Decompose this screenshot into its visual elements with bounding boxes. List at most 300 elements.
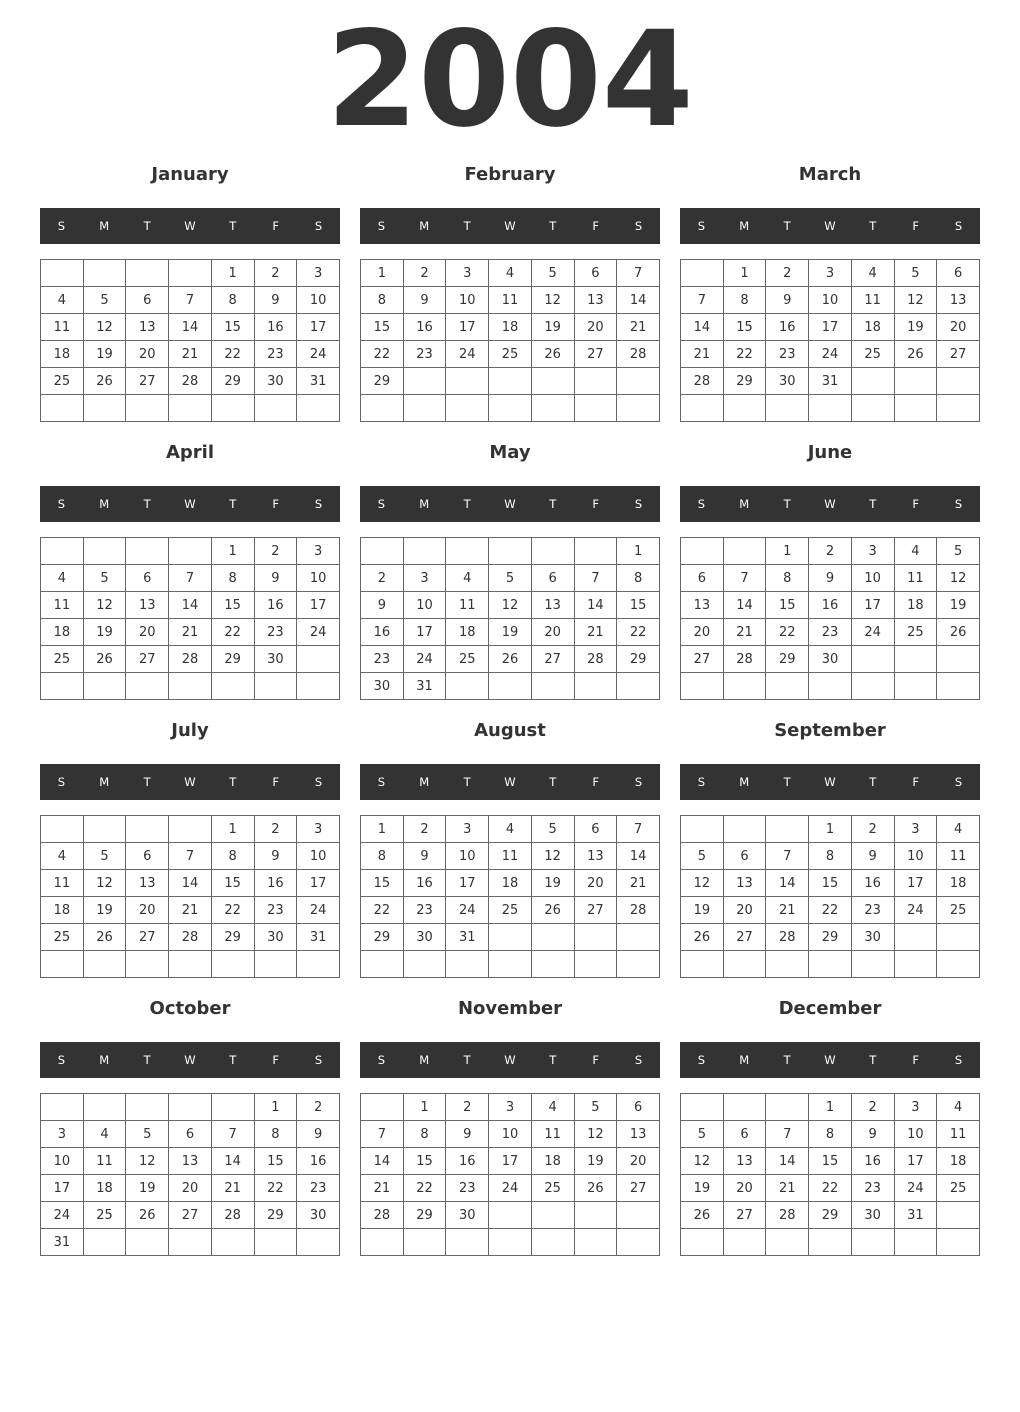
day-cell: 26 bbox=[531, 341, 574, 368]
day-cell: 30 bbox=[446, 1202, 489, 1229]
empty-day-cell bbox=[254, 395, 297, 422]
empty-day-cell bbox=[297, 395, 340, 422]
day-cell: 8 bbox=[403, 1121, 446, 1148]
day-cell: 21 bbox=[574, 619, 617, 646]
empty-day-cell bbox=[809, 951, 852, 978]
day-cell: 17 bbox=[809, 314, 852, 341]
week-row bbox=[41, 951, 340, 978]
day-cell: 11 bbox=[41, 314, 84, 341]
day-cell: 2 bbox=[766, 260, 809, 287]
empty-day-cell bbox=[894, 1229, 937, 1256]
weekday-label: W bbox=[824, 1053, 836, 1067]
empty-day-cell bbox=[126, 395, 169, 422]
day-cell: 13 bbox=[617, 1121, 660, 1148]
day-cell: 29 bbox=[361, 924, 404, 951]
empty-day-cell bbox=[41, 395, 84, 422]
empty-day-cell bbox=[617, 924, 660, 951]
day-cell: 7 bbox=[169, 843, 212, 870]
empty-day-cell bbox=[574, 673, 617, 700]
empty-day-cell bbox=[489, 538, 532, 565]
day-cell: 20 bbox=[723, 1175, 766, 1202]
empty-day-cell bbox=[446, 951, 489, 978]
day-cell: 14 bbox=[574, 592, 617, 619]
day-cell: 30 bbox=[403, 924, 446, 951]
day-cell: 28 bbox=[617, 897, 660, 924]
weekday-header bbox=[680, 208, 980, 244]
day-cell: 13 bbox=[169, 1148, 212, 1175]
day-cell: 3 bbox=[489, 1094, 532, 1121]
weekday-header bbox=[360, 764, 660, 800]
week-row bbox=[361, 341, 660, 368]
day-cell: 18 bbox=[489, 870, 532, 897]
day-cell: 11 bbox=[41, 592, 84, 619]
empty-day-cell bbox=[126, 1229, 169, 1256]
day-cell: 16 bbox=[297, 1148, 340, 1175]
day-cell: 14 bbox=[617, 843, 660, 870]
day-cell: 28 bbox=[766, 924, 809, 951]
empty-day-cell bbox=[681, 951, 724, 978]
day-cell: 20 bbox=[531, 619, 574, 646]
day-cell: 23 bbox=[851, 1175, 894, 1202]
day-cell: 13 bbox=[937, 287, 980, 314]
day-cell: 6 bbox=[681, 565, 724, 592]
week-row bbox=[361, 1094, 660, 1121]
day-cell: 22 bbox=[211, 341, 254, 368]
week-row bbox=[41, 1121, 340, 1148]
day-cell: 12 bbox=[83, 592, 126, 619]
empty-day-cell bbox=[83, 1229, 126, 1256]
week-row bbox=[361, 565, 660, 592]
empty-day-cell bbox=[361, 1229, 404, 1256]
day-cell: 29 bbox=[361, 368, 404, 395]
week-row bbox=[681, 368, 980, 395]
empty-day-cell bbox=[766, 395, 809, 422]
day-cell: 30 bbox=[809, 646, 852, 673]
weekday-label: M bbox=[739, 775, 750, 789]
empty-day-cell bbox=[254, 951, 297, 978]
week-row bbox=[361, 592, 660, 619]
day-cell: 17 bbox=[894, 1148, 937, 1175]
day-cell: 30 bbox=[254, 924, 297, 951]
day-cell: 14 bbox=[169, 314, 212, 341]
weekday-label: F bbox=[592, 219, 599, 233]
days-grid bbox=[40, 1093, 340, 1256]
empty-day-cell bbox=[574, 924, 617, 951]
weekday-label: S bbox=[954, 497, 963, 511]
weekday-header bbox=[40, 1042, 340, 1078]
day-cell: 18 bbox=[41, 341, 84, 368]
empty-day-cell bbox=[489, 673, 532, 700]
week-row bbox=[361, 673, 660, 700]
day-cell: 11 bbox=[41, 870, 84, 897]
day-cell: 12 bbox=[894, 287, 937, 314]
day-cell: 19 bbox=[83, 341, 126, 368]
weekday-label: T bbox=[869, 219, 877, 233]
weekday-label: F bbox=[592, 775, 599, 789]
day-cell: 17 bbox=[489, 1148, 532, 1175]
empty-day-cell bbox=[723, 395, 766, 422]
day-cell: 24 bbox=[446, 897, 489, 924]
day-cell: 4 bbox=[446, 565, 489, 592]
day-cell: 16 bbox=[851, 1148, 894, 1175]
day-cell: 23 bbox=[851, 897, 894, 924]
empty-day-cell bbox=[169, 395, 212, 422]
day-cell: 5 bbox=[489, 565, 532, 592]
week-row bbox=[681, 924, 980, 951]
week-row bbox=[41, 314, 340, 341]
day-cell: 20 bbox=[681, 619, 724, 646]
empty-day-cell bbox=[766, 1229, 809, 1256]
day-cell: 2 bbox=[403, 816, 446, 843]
week-row bbox=[41, 673, 340, 700]
empty-day-cell bbox=[766, 673, 809, 700]
empty-day-cell bbox=[126, 260, 169, 287]
week-row bbox=[681, 1175, 980, 1202]
weekday-header bbox=[40, 208, 340, 244]
day-cell: 15 bbox=[723, 314, 766, 341]
week-row bbox=[681, 673, 980, 700]
empty-day-cell bbox=[723, 816, 766, 843]
week-row bbox=[41, 287, 340, 314]
day-cell: 25 bbox=[489, 341, 532, 368]
day-cell: 6 bbox=[574, 816, 617, 843]
week-row bbox=[681, 1202, 980, 1229]
weekday-label: W bbox=[504, 219, 516, 233]
day-cell: 20 bbox=[126, 619, 169, 646]
days-grid bbox=[40, 815, 340, 978]
day-cell: 17 bbox=[851, 592, 894, 619]
empty-day-cell bbox=[211, 1094, 254, 1121]
day-cell: 1 bbox=[211, 260, 254, 287]
weekday-label: W bbox=[504, 497, 516, 511]
week-row bbox=[681, 816, 980, 843]
day-cell: 7 bbox=[361, 1121, 404, 1148]
day-cell: 27 bbox=[681, 646, 724, 673]
day-cell: 28 bbox=[681, 368, 724, 395]
weekday-header bbox=[360, 208, 660, 244]
day-cell: 12 bbox=[531, 287, 574, 314]
day-cell: 12 bbox=[126, 1148, 169, 1175]
empty-day-cell bbox=[851, 673, 894, 700]
empty-day-cell bbox=[617, 1202, 660, 1229]
day-cell: 28 bbox=[723, 646, 766, 673]
day-cell: 21 bbox=[617, 870, 660, 897]
day-cell: 25 bbox=[851, 341, 894, 368]
day-cell: 10 bbox=[809, 287, 852, 314]
weekday-label: M bbox=[99, 1053, 110, 1067]
day-cell: 18 bbox=[41, 619, 84, 646]
day-cell: 1 bbox=[361, 816, 404, 843]
day-cell: 5 bbox=[681, 843, 724, 870]
empty-day-cell bbox=[531, 924, 574, 951]
day-cell: 1 bbox=[809, 816, 852, 843]
day-cell: 21 bbox=[169, 619, 212, 646]
empty-day-cell bbox=[531, 368, 574, 395]
day-cell: 22 bbox=[211, 897, 254, 924]
day-cell: 17 bbox=[403, 619, 446, 646]
day-cell: 15 bbox=[617, 592, 660, 619]
day-cell: 28 bbox=[574, 646, 617, 673]
day-cell: 1 bbox=[361, 260, 404, 287]
day-cell: 5 bbox=[126, 1121, 169, 1148]
empty-day-cell bbox=[531, 1229, 574, 1256]
day-cell: 5 bbox=[894, 260, 937, 287]
day-cell: 12 bbox=[83, 870, 126, 897]
week-row bbox=[681, 951, 980, 978]
day-cell: 26 bbox=[531, 897, 574, 924]
empty-day-cell bbox=[83, 260, 126, 287]
day-cell: 22 bbox=[254, 1175, 297, 1202]
day-cell: 14 bbox=[211, 1148, 254, 1175]
day-cell: 23 bbox=[809, 619, 852, 646]
day-cell: 4 bbox=[894, 538, 937, 565]
day-cell: 16 bbox=[254, 314, 297, 341]
day-cell: 9 bbox=[403, 287, 446, 314]
empty-day-cell bbox=[126, 538, 169, 565]
day-cell: 23 bbox=[297, 1175, 340, 1202]
day-cell: 3 bbox=[403, 565, 446, 592]
week-row bbox=[361, 260, 660, 287]
empty-day-cell bbox=[574, 951, 617, 978]
empty-day-cell bbox=[41, 816, 84, 843]
weekday-label: T bbox=[549, 775, 557, 789]
weekday-label: M bbox=[99, 497, 110, 511]
day-cell: 21 bbox=[169, 897, 212, 924]
week-row bbox=[41, 924, 340, 951]
day-cell: 1 bbox=[617, 538, 660, 565]
day-cell: 15 bbox=[361, 314, 404, 341]
day-cell: 30 bbox=[361, 673, 404, 700]
empty-day-cell bbox=[126, 1094, 169, 1121]
empty-day-cell bbox=[489, 951, 532, 978]
month-october bbox=[40, 996, 340, 1262]
day-cell: 26 bbox=[681, 924, 724, 951]
day-cell: 11 bbox=[446, 592, 489, 619]
day-cell: 27 bbox=[126, 368, 169, 395]
day-cell: 6 bbox=[574, 260, 617, 287]
day-cell: 18 bbox=[489, 314, 532, 341]
day-cell: 15 bbox=[254, 1148, 297, 1175]
day-cell: 7 bbox=[723, 565, 766, 592]
days-grid bbox=[360, 815, 660, 978]
empty-day-cell bbox=[531, 951, 574, 978]
month-name: August bbox=[474, 720, 546, 741]
day-cell: 23 bbox=[766, 341, 809, 368]
day-cell: 27 bbox=[126, 924, 169, 951]
day-cell: 10 bbox=[894, 843, 937, 870]
day-cell: 29 bbox=[617, 646, 660, 673]
weekday-label: W bbox=[504, 1053, 516, 1067]
day-cell: 22 bbox=[211, 619, 254, 646]
day-cell: 10 bbox=[403, 592, 446, 619]
day-cell: 17 bbox=[446, 314, 489, 341]
empty-day-cell bbox=[169, 1229, 212, 1256]
day-cell: 14 bbox=[169, 592, 212, 619]
weekday-label: T bbox=[229, 219, 237, 233]
day-cell: 13 bbox=[531, 592, 574, 619]
day-cell: 10 bbox=[297, 843, 340, 870]
month-june bbox=[680, 440, 980, 706]
day-cell: 16 bbox=[403, 314, 446, 341]
days-grid bbox=[680, 259, 980, 422]
day-cell: 22 bbox=[766, 619, 809, 646]
empty-day-cell bbox=[809, 673, 852, 700]
empty-day-cell bbox=[723, 1094, 766, 1121]
empty-day-cell bbox=[531, 673, 574, 700]
day-cell: 3 bbox=[297, 260, 340, 287]
day-cell: 18 bbox=[937, 870, 980, 897]
empty-day-cell bbox=[169, 951, 212, 978]
weekday-label: T bbox=[549, 497, 557, 511]
weekday-label: F bbox=[912, 219, 919, 233]
empty-day-cell bbox=[723, 673, 766, 700]
days-grid bbox=[680, 1093, 980, 1256]
weekday-header bbox=[680, 486, 980, 522]
day-cell: 5 bbox=[531, 816, 574, 843]
empty-day-cell bbox=[403, 395, 446, 422]
weekday-label: W bbox=[184, 219, 196, 233]
weekday-label: T bbox=[229, 775, 237, 789]
week-row bbox=[361, 1175, 660, 1202]
empty-day-cell bbox=[83, 816, 126, 843]
day-cell: 18 bbox=[83, 1175, 126, 1202]
weekday-label: M bbox=[99, 775, 110, 789]
week-row bbox=[361, 538, 660, 565]
day-cell: 25 bbox=[41, 924, 84, 951]
empty-day-cell bbox=[723, 951, 766, 978]
day-cell: 18 bbox=[894, 592, 937, 619]
day-cell: 5 bbox=[83, 565, 126, 592]
weekday-label: T bbox=[783, 219, 791, 233]
day-cell: 6 bbox=[531, 565, 574, 592]
day-cell: 6 bbox=[126, 565, 169, 592]
day-cell: 7 bbox=[766, 843, 809, 870]
day-cell: 20 bbox=[126, 897, 169, 924]
empty-day-cell bbox=[937, 1202, 980, 1229]
weekday-header bbox=[40, 486, 340, 522]
day-cell: 9 bbox=[254, 843, 297, 870]
day-cell: 2 bbox=[361, 565, 404, 592]
day-cell: 30 bbox=[851, 1202, 894, 1229]
day-cell: 12 bbox=[489, 592, 532, 619]
weekday-label: S bbox=[57, 219, 66, 233]
day-cell: 30 bbox=[254, 646, 297, 673]
day-cell: 16 bbox=[254, 870, 297, 897]
day-cell: 29 bbox=[211, 368, 254, 395]
day-cell: 9 bbox=[851, 843, 894, 870]
days-grid bbox=[680, 537, 980, 700]
day-cell: 18 bbox=[937, 1148, 980, 1175]
weekday-label: T bbox=[549, 219, 557, 233]
day-cell: 23 bbox=[446, 1175, 489, 1202]
empty-day-cell bbox=[851, 951, 894, 978]
day-cell: 8 bbox=[361, 843, 404, 870]
day-cell: 9 bbox=[297, 1121, 340, 1148]
week-row bbox=[361, 1121, 660, 1148]
day-cell: 6 bbox=[169, 1121, 212, 1148]
day-cell: 8 bbox=[617, 565, 660, 592]
day-cell: 30 bbox=[766, 368, 809, 395]
day-cell: 17 bbox=[41, 1175, 84, 1202]
empty-day-cell bbox=[446, 395, 489, 422]
month-july bbox=[40, 718, 340, 984]
month-march bbox=[680, 162, 980, 428]
day-cell: 5 bbox=[83, 843, 126, 870]
day-cell: 4 bbox=[531, 1094, 574, 1121]
day-cell: 31 bbox=[809, 368, 852, 395]
week-row bbox=[41, 592, 340, 619]
day-cell: 5 bbox=[83, 287, 126, 314]
empty-day-cell bbox=[83, 395, 126, 422]
day-cell: 10 bbox=[489, 1121, 532, 1148]
weekday-label: S bbox=[57, 1053, 66, 1067]
day-cell: 22 bbox=[361, 341, 404, 368]
day-cell: 10 bbox=[297, 287, 340, 314]
day-cell: 26 bbox=[937, 619, 980, 646]
day-cell: 31 bbox=[894, 1202, 937, 1229]
day-cell: 13 bbox=[574, 287, 617, 314]
day-cell: 12 bbox=[681, 870, 724, 897]
weekday-label: F bbox=[272, 775, 279, 789]
day-cell: 29 bbox=[211, 924, 254, 951]
day-cell: 16 bbox=[766, 314, 809, 341]
day-cell: 9 bbox=[254, 287, 297, 314]
day-cell: 28 bbox=[766, 1202, 809, 1229]
day-cell: 23 bbox=[403, 341, 446, 368]
weekday-label: S bbox=[634, 219, 643, 233]
day-cell: 24 bbox=[297, 897, 340, 924]
day-cell: 9 bbox=[446, 1121, 489, 1148]
day-cell: 4 bbox=[83, 1121, 126, 1148]
week-row bbox=[41, 1229, 340, 1256]
week-row bbox=[41, 260, 340, 287]
empty-day-cell bbox=[297, 646, 340, 673]
empty-day-cell bbox=[681, 260, 724, 287]
day-cell: 30 bbox=[254, 368, 297, 395]
weekday-label: F bbox=[912, 1053, 919, 1067]
week-row bbox=[41, 619, 340, 646]
day-cell: 21 bbox=[361, 1175, 404, 1202]
day-cell: 25 bbox=[531, 1175, 574, 1202]
day-cell: 26 bbox=[574, 1175, 617, 1202]
day-cell: 3 bbox=[446, 816, 489, 843]
month-name: December bbox=[778, 998, 882, 1019]
day-cell: 20 bbox=[723, 897, 766, 924]
day-cell: 27 bbox=[531, 646, 574, 673]
week-row bbox=[681, 395, 980, 422]
empty-day-cell bbox=[446, 1229, 489, 1256]
week-row bbox=[681, 592, 980, 619]
weekday-label: S bbox=[57, 497, 66, 511]
day-cell: 12 bbox=[574, 1121, 617, 1148]
weekday-header bbox=[40, 764, 340, 800]
week-row bbox=[681, 287, 980, 314]
empty-day-cell bbox=[403, 538, 446, 565]
month-february bbox=[360, 162, 660, 428]
day-cell: 5 bbox=[574, 1094, 617, 1121]
day-cell: 10 bbox=[446, 843, 489, 870]
day-cell: 7 bbox=[617, 816, 660, 843]
empty-day-cell bbox=[489, 924, 532, 951]
weekday-label: S bbox=[954, 775, 963, 789]
day-cell: 19 bbox=[531, 870, 574, 897]
week-row bbox=[41, 870, 340, 897]
empty-day-cell bbox=[894, 646, 937, 673]
day-cell: 5 bbox=[681, 1121, 724, 1148]
month-january bbox=[40, 162, 340, 428]
weekday-header bbox=[680, 1042, 980, 1078]
day-cell: 1 bbox=[766, 538, 809, 565]
